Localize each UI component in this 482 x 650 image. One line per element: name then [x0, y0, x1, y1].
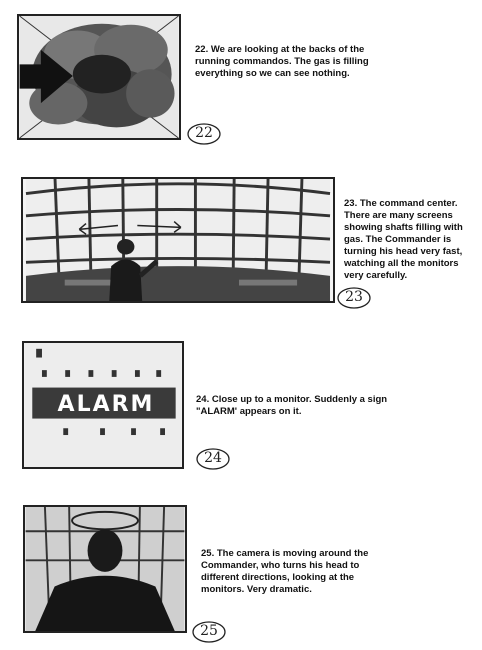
frame-24-number-text: 24: [204, 450, 222, 466]
storyboard-panel-23: [21, 177, 335, 303]
commander-sketch: [25, 507, 185, 631]
frame-22-number: [186, 122, 222, 146]
frame-22-caption: 22. We are looking at the backs of the running commandos. The gas is filling everything so we can see nothing.: [195, 44, 369, 79]
frame-23-number-text: 23: [345, 289, 363, 305]
frame-25-number: [191, 620, 227, 644]
frame-25-caption: 25. The camera is moving around the Commander, who turns his head to different directions, looking at the monitors. Very dramatic.: [201, 548, 369, 595]
frame-24-number: [195, 447, 231, 471]
frame-22-number-text: 22: [195, 125, 213, 141]
storyboard-panel-22: [17, 14, 181, 140]
frame-24-caption: 24. Close up to a monitor. Suddenly a sign "ALARM' appears on it.: [196, 394, 388, 417]
gas-cloud-sketch: [19, 16, 179, 138]
frame-23-caption: 23. The command center. There are many screens showing shafts filling with gas. The Commander is turning his head very fast, watching all the monitors very carefully.: [344, 198, 463, 281]
alarm-sign: ALARM: [57, 392, 155, 417]
storyboard-panel-25: [23, 505, 187, 633]
storyboard-panel-24: [22, 341, 184, 469]
command-center-sketch: [23, 179, 333, 301]
frame-25-number-text: 25: [200, 623, 218, 639]
frame-23-number: [336, 286, 372, 310]
